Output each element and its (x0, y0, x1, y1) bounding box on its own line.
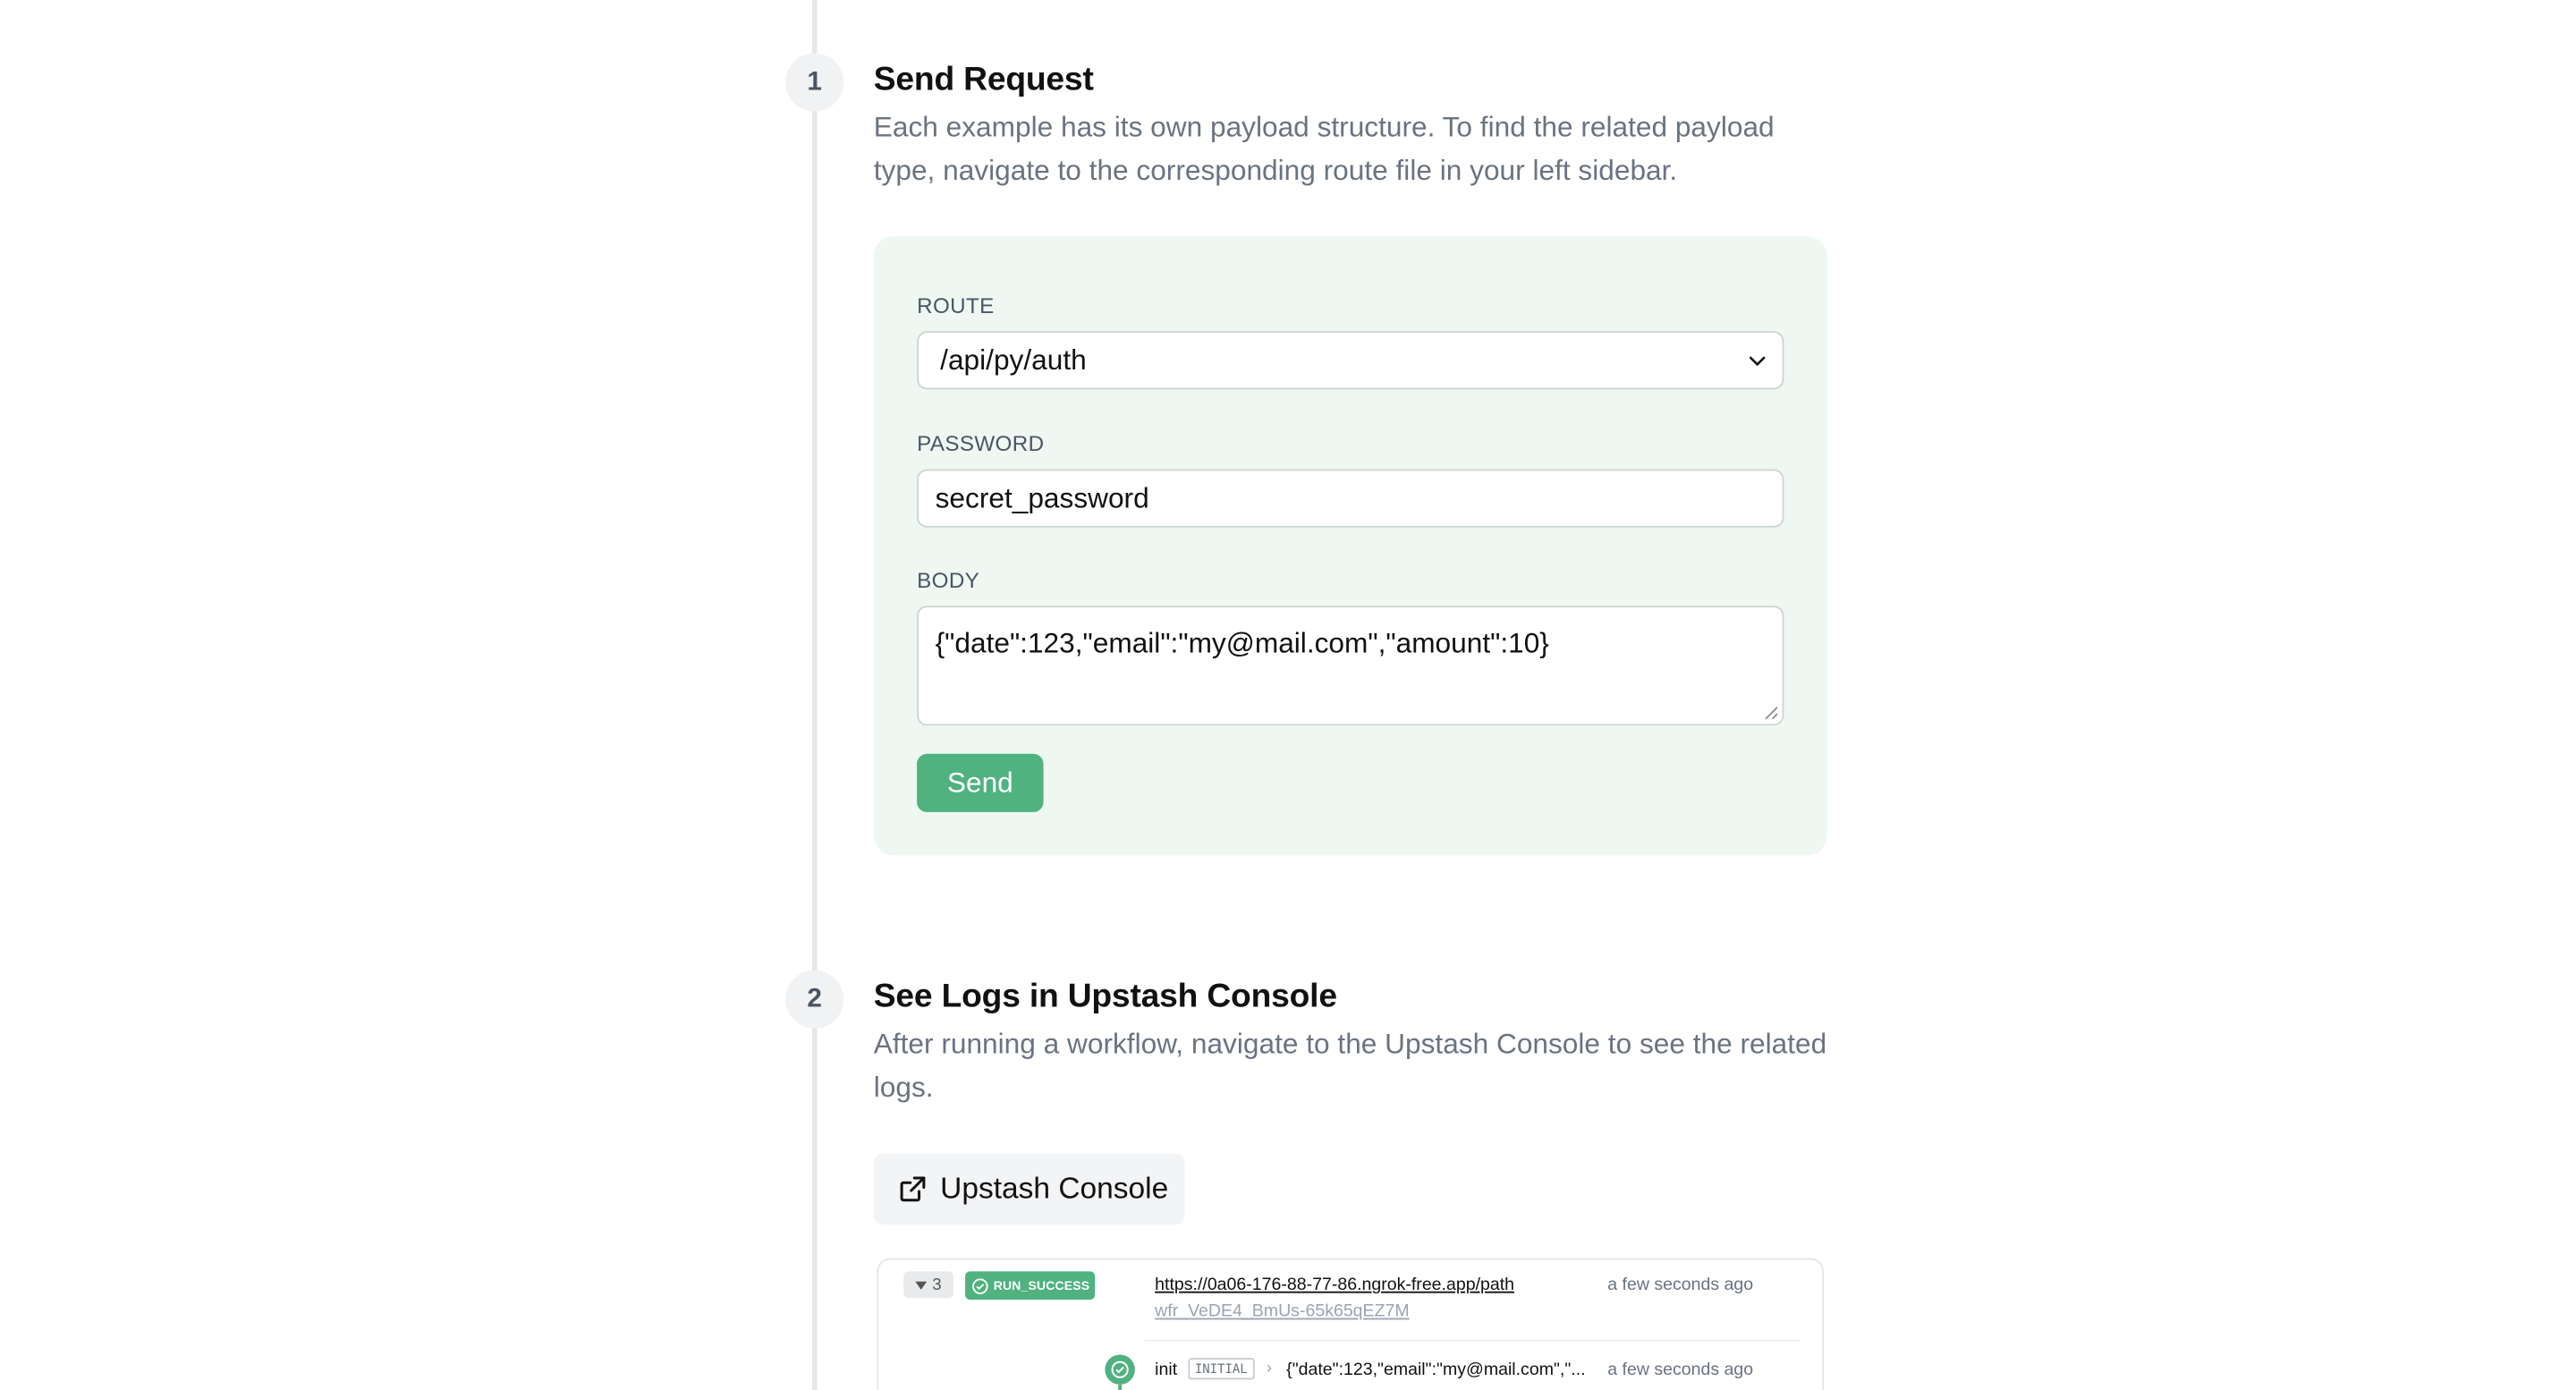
expand-toggle[interactable] (903, 1271, 953, 1298)
row-divider (1145, 1340, 1801, 1342)
resize-handle-icon[interactable] (1764, 706, 1779, 721)
send-button[interactable]: Send (917, 754, 1043, 812)
log-step-payload: {"date":123,"email":"my@mail.com","... (1286, 1360, 1586, 1380)
password-label: PASSWORD (917, 430, 1045, 456)
console-logs-preview (877, 1259, 1824, 1390)
password-field[interactable]: secret_password (917, 470, 1784, 528)
run-timestamp: a few seconds ago (1607, 1275, 1754, 1295)
body-label: BODY (917, 567, 980, 593)
body-textarea-value: {"date":123,"email":"my@mail.com","amount":10} (935, 627, 1549, 659)
step-1-description: Each example has its own payload structure. To find the related payload type, navigate to the corresponding route file in your left sidebar. (873, 111, 1775, 187)
upstash-console-label: Upstash Console (940, 1171, 1169, 1206)
chevron-right-icon[interactable]: › (1266, 1360, 1273, 1378)
route-select-value: /api/py/auth (940, 344, 1087, 377)
step-1-title: Send Request (873, 61, 1094, 98)
step-2-badge: 2 (785, 970, 843, 1029)
body-textarea[interactable] (917, 606, 1784, 725)
status-badge (965, 1271, 1095, 1300)
caret-down-icon (916, 1281, 928, 1289)
step-success-icon (1105, 1354, 1134, 1384)
chevron-down-icon (1748, 352, 1767, 371)
check-circle-icon (1110, 1360, 1130, 1379)
step-count: 3 (932, 1276, 942, 1294)
route-label: ROUTE (917, 292, 995, 318)
external-link-icon (897, 1174, 928, 1205)
run-url-link[interactable]: https://0a06-176-88-77-86.ngrok-free.app/path (1155, 1275, 1515, 1295)
step-connector (1118, 1385, 1122, 1390)
status-label: RUN_SUCCESS (993, 1277, 1090, 1293)
step-2-title: See Logs in Upstash Console (873, 978, 1337, 1015)
log-step-tag: INITIAL (1188, 1358, 1254, 1379)
timeline-line (812, 0, 818, 1390)
check-circle-icon (972, 1277, 989, 1294)
step-2-description: After running a workflow, navigate to the Upstash Console to see the related logs. (873, 1028, 1827, 1104)
log-step-timestamp: a few seconds ago (1607, 1360, 1754, 1380)
request-form (874, 236, 1827, 855)
log-step-name: init (1155, 1360, 1178, 1380)
run-id-link[interactable]: wfr_VeDE4_BmUs-65k65qEZ7M (1155, 1301, 1410, 1322)
upstash-console-button[interactable] (874, 1153, 1185, 1225)
route-select[interactable] (917, 331, 1784, 389)
step-1-badge: 1 (785, 54, 843, 112)
